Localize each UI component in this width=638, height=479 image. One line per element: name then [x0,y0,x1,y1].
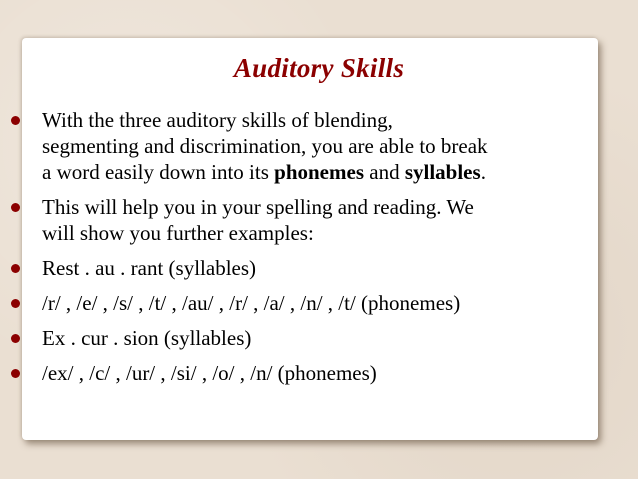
bullet-item-restaurant-phonemes [0,290,638,316]
bullet-item-restaurant-syllables [0,255,638,281]
bullet-line: Ex . cur . sion (syllables) [42,326,252,350]
bullet-dot-icon [11,299,20,308]
bullet-dot-icon [11,369,20,378]
bullet-line: This will help you in your spelling and reading. We [42,195,474,219]
bold-term-syllables: syllables [404,160,481,184]
bullet-item-excursion-syllables [0,325,638,351]
bullet-list [0,107,638,395]
bullet-dot-icon [11,203,20,212]
bullet-line: segmenting and discrimination, you are able to break [42,134,488,158]
bullet-line: Rest . au . rant (syllables) [42,256,257,280]
bold-term-phonemes: phonemes [274,160,364,184]
bullet-text: a word easily down into its [42,160,275,184]
slide-title: Auditory Skills [233,53,405,83]
bullet-item-spelling [0,194,638,246]
bullet-item-excursion-phonemes [0,360,638,386]
bullet-line: /ex/ , /c/ , /ur/ , /si/ , /o/ , /n/ (phonemes) [42,361,377,385]
bullet-line: /r/ , /e/ , /s/ , /t/ , /au/ , /r/ , /a/ , /n/ , /t/ (phonemes) [42,291,461,315]
bullet-text: . [480,160,486,184]
bullet-dot-icon [11,116,20,125]
bullet-item-blending [0,107,638,185]
bullet-line [42,159,608,185]
bullet-text: and [364,160,405,184]
bullet-line: With the three auditory skills of blending, [42,108,393,132]
bullet-dot-icon [11,264,20,273]
bullet-line: will show you further examples: [42,221,314,245]
bullet-dot-icon [11,334,20,343]
